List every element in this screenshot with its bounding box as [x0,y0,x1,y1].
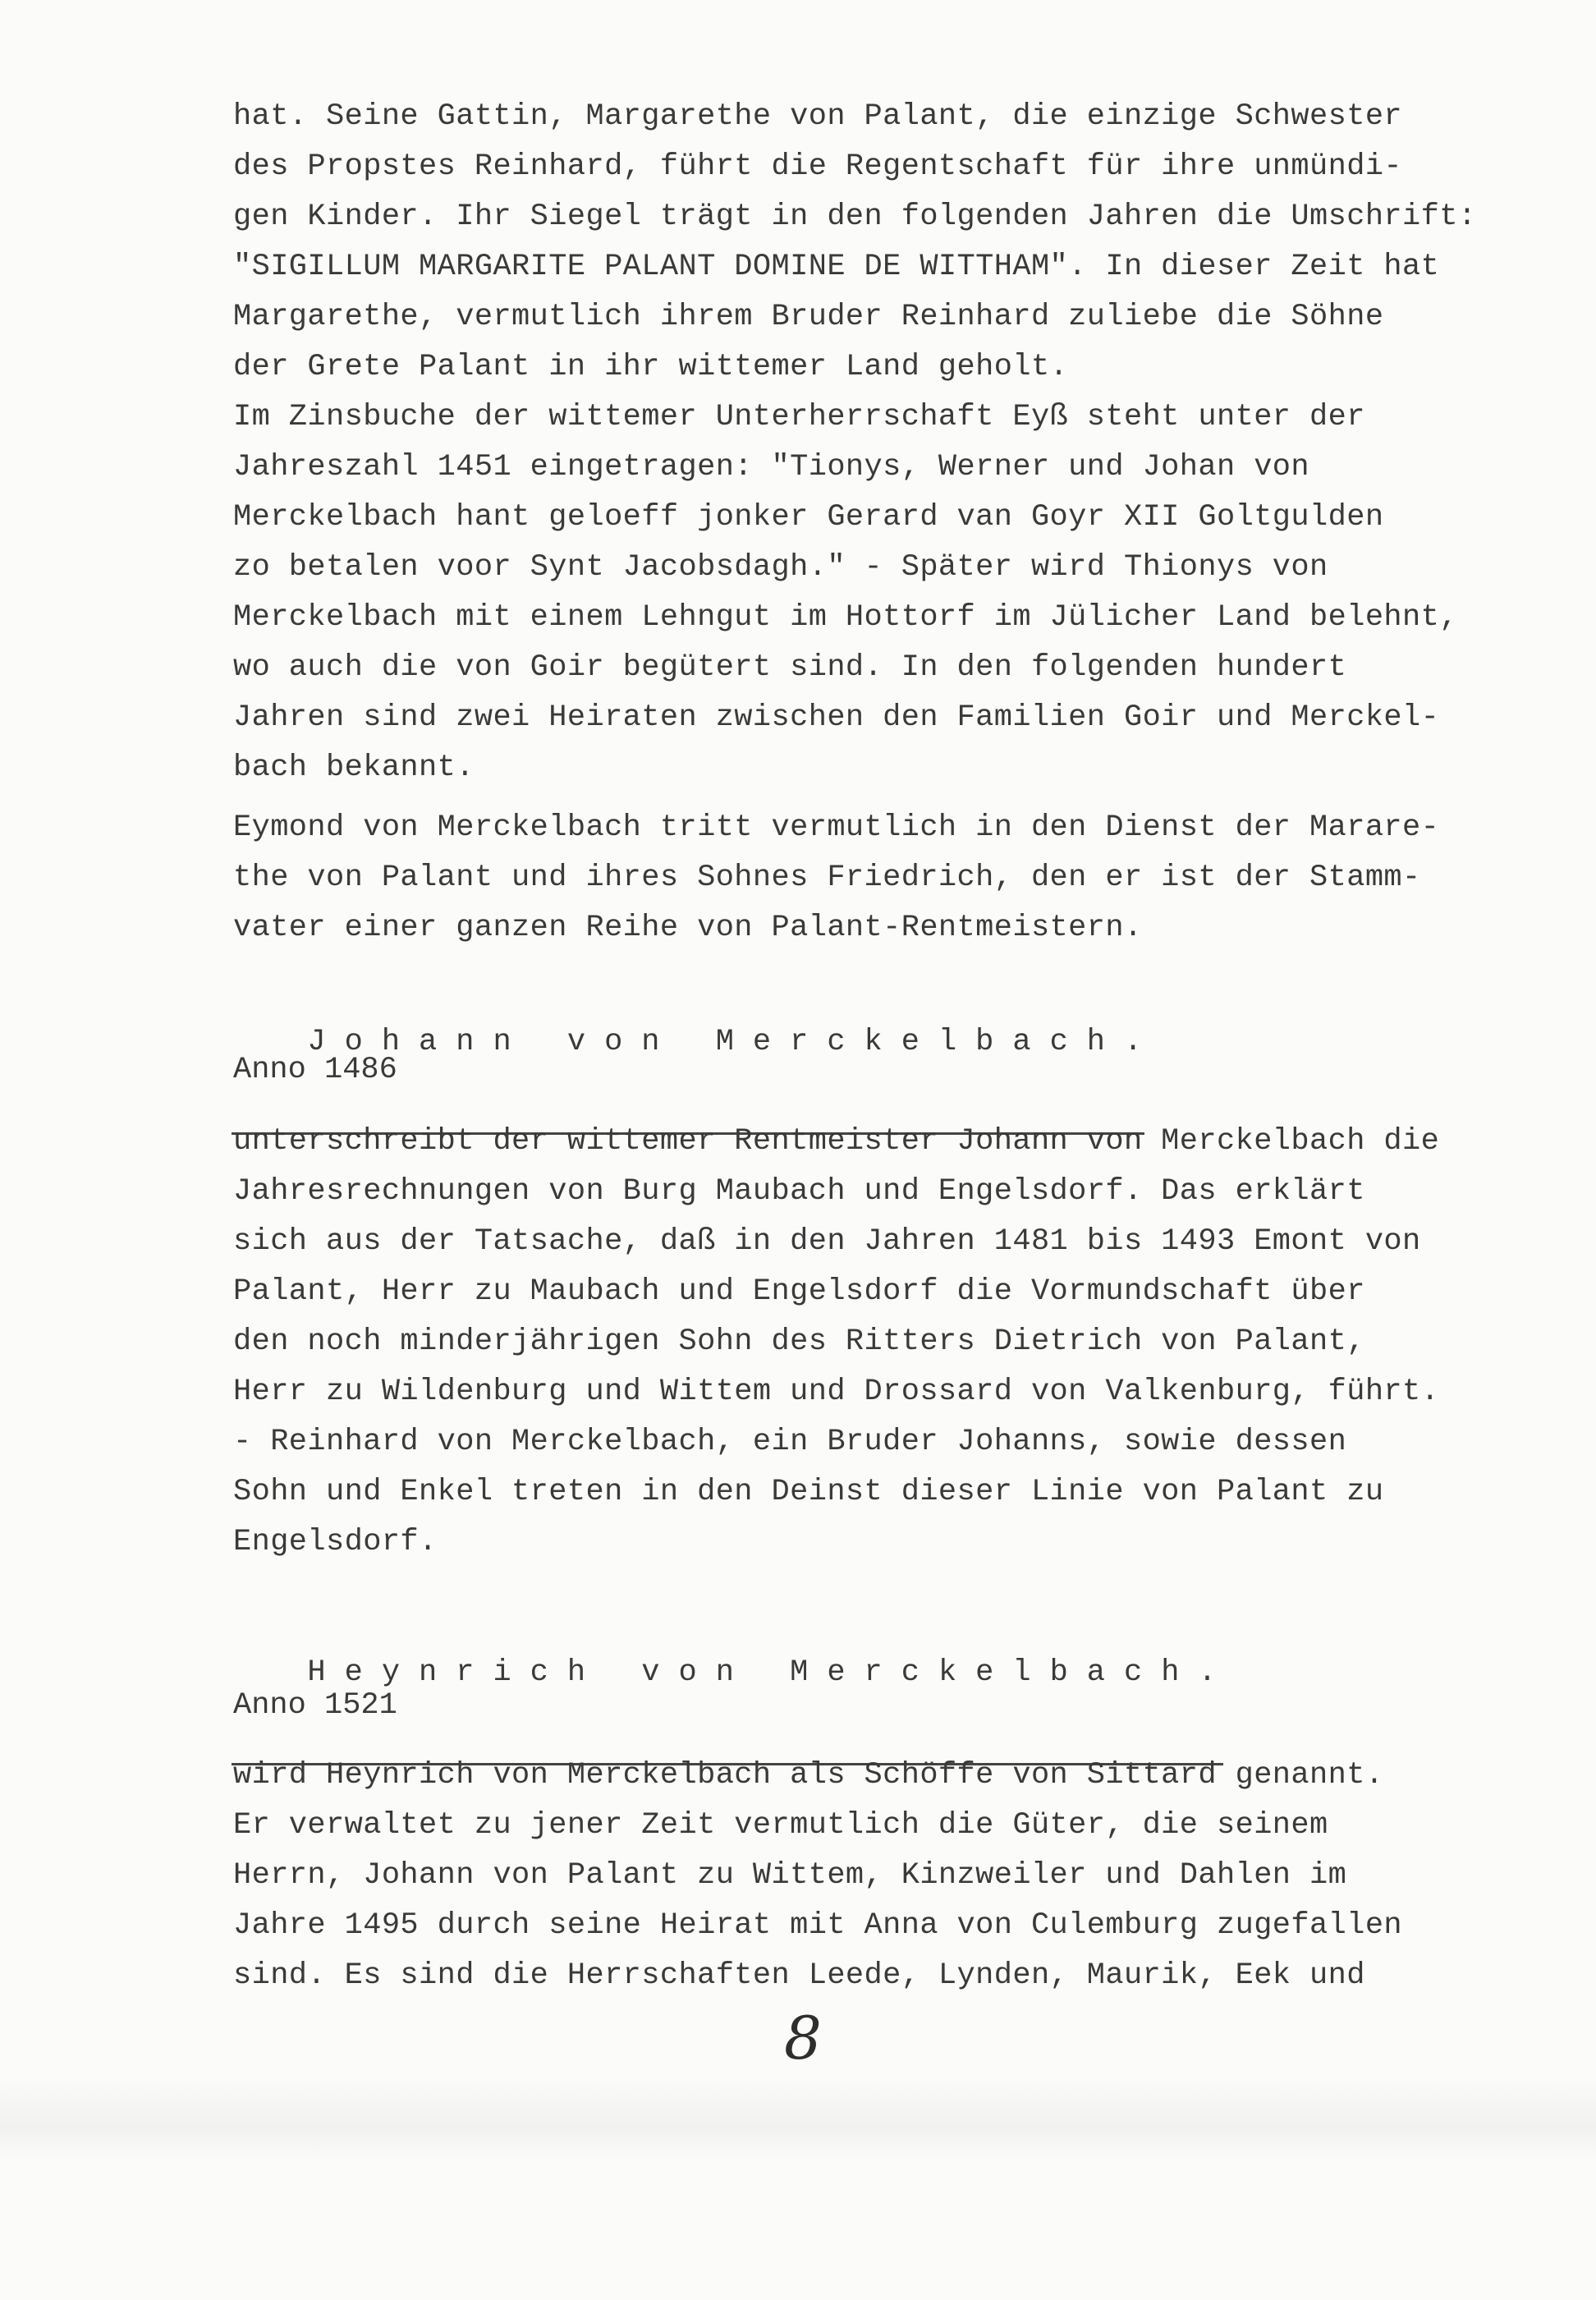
text-line: unterschreibt der wittemer Rentmeister Johann von Merckelbach die [233,1124,1440,1159]
page-number: 8 [784,2004,822,2073]
text-line: Herrn, Johann von Palant zu Wittem, Kinzweiler und Dahlen im [233,1858,1347,1893]
text-line: sich aus der Tatsache, daß in den Jahren 1481 bis 1493 Emont von [233,1224,1421,1259]
text-line: den noch minderjährigen Sohn des Ritters Dietrich von Palant, [233,1324,1365,1359]
text-line: Herr zu Wildenburg und Wittem und Drossard von Valkenburg, führt. [233,1375,1440,1409]
paragraph-4 [233,1751,1580,2001]
text-line: Sohn und Enkel treten in den Deinst dieser Linie von Palant zu [233,1475,1384,1509]
text-line: wird Heynrich von Merckelbach als Schöffe von Sittard genannt. [233,1758,1384,1793]
text-line: Margarethe, vermutlich ihrem Bruder Reinhard zuliebe die Söhne [233,300,1384,334]
year-label: Anno 1486 [233,1053,397,1087]
year-label: Anno 1521 [233,1688,397,1723]
paragraph-1 [233,92,1580,793]
text-line: Merckelbach hant geloeff jonker Gerard van Goyr XII Goltgulden [233,500,1384,535]
text-line: Jahresrechnungen von Burg Maubach und Engelsdorf. Das erklärt [233,1174,1365,1209]
text-line: Jahren sind zwei Heiraten zwischen den Familien Goir und Merckel- [233,700,1440,735]
text-line: Jahreszahl 1451 eingetragen: "Tionys, Werner und Johan von [233,450,1310,484]
text-line: bach bekannt. [233,751,475,785]
text-line: der Grete Palant in ihr wittemer Land geholt. [233,350,1069,384]
text-line: "SIGILLUM MARGARITE PALANT DOMINE DE WITTHAM". In dieser Zeit hat [233,250,1440,284]
text-line: Eymond von Merckelbach tritt vermutlich in den Dienst der Marare- [233,810,1440,845]
text-line: sind. Es sind die Herrschaften Leede, Lynden, Maurik, Eek und [233,1958,1365,1993]
heading-text: J o h a n n v o n M e r c k e l b a c h . [307,1025,1143,1059]
paragraph-2 [233,803,1580,953]
text-line: Im Zinsbuche der wittemer Unterherrschaft Eyß steht unter der [233,400,1365,434]
text-line: zo betalen voor Synt Jacobsdagh." - Später wird Thionys von [233,550,1328,585]
scan-shadow [0,2077,1596,2160]
text-line: Engelsdorf. [233,1525,438,1559]
text-line: Merckelbach mit einem Lehngut im Hottorf im Jülicher Land belehnt, [233,600,1458,635]
text-line: Jahre 1495 durch seine Heirat mit Anna von Culemburg zugefallen [233,1908,1403,1943]
text-line: wo auch die von Goir begütert sind. In den folgenden hundert [233,650,1347,685]
text-line: hat. Seine Gattin, Margarethe von Palant, die einzige Schwester [233,99,1403,134]
text-line: - Reinhard von Merckelbach, ein Bruder Johanns, sowie dessen [233,1425,1347,1459]
heading-text: H e y n r i c h v o n M e r c k e l b a c h . [307,1655,1217,1690]
text-line: gen Kinder. Ihr Siegel trägt in den folgenden Jahren die Umschrift: [233,200,1477,234]
paragraph-3 [233,1117,1580,1568]
text-line: vater einer ganzen Reihe von Palant-Rentmeistern. [233,911,1143,945]
text-line: the von Palant und ihres Sohnes Friedrich, den er ist der Stamm- [233,861,1421,895]
text-line: Er verwaltet zu jener Zeit vermutlich die Güter, die seinem [233,1808,1328,1843]
text-line: des Propstes Reinhard, führt die Regentschaft für ihre unmündi- [233,149,1403,184]
text-line: Palant, Herr zu Maubach und Engelsdorf die Vormundschaft über [233,1274,1365,1309]
